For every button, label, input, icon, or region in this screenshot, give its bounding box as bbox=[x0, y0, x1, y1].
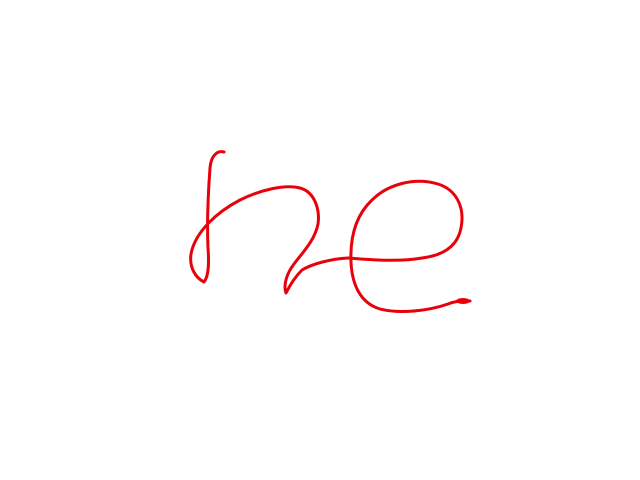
handwritten-letter-h-stroke bbox=[191, 152, 348, 293]
pen-end-mark bbox=[456, 298, 470, 304]
handwritten-letter-e-stroke bbox=[348, 181, 470, 311]
